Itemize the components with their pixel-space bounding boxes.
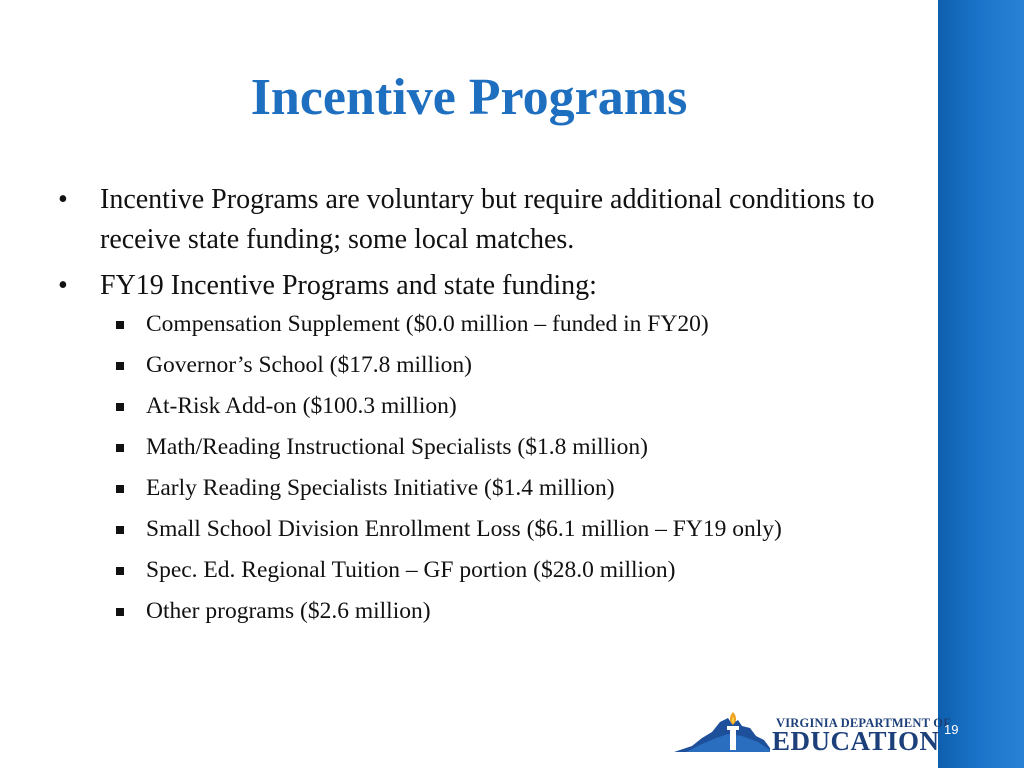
subbullet-item xyxy=(104,308,878,341)
bullet-list xyxy=(58,180,878,636)
bullet-marker: • xyxy=(58,184,68,215)
bullet-marker: • xyxy=(58,270,68,301)
logo-text-top: VIRGINIA DEPARTMENT OF xyxy=(776,716,952,730)
subbullet-text: Compensation Supplement ($0.0 million – funded in FY20) xyxy=(146,311,709,337)
subbullet-text: Spec. Ed. Regional Tuition – GF portion ($28.0 million) xyxy=(146,557,676,583)
subbullet-item xyxy=(104,513,878,546)
subbullet-item xyxy=(104,390,878,423)
subbullet-text: Early Reading Specialists Initiative ($1.4 million) xyxy=(146,475,615,501)
square-bullet-icon xyxy=(116,608,124,616)
page-number: 19 xyxy=(944,722,959,737)
subbullet-item xyxy=(104,472,878,505)
square-bullet-icon xyxy=(116,485,124,493)
subbullet-item xyxy=(104,349,878,382)
subbullet-text: At-Risk Add-on ($100.3 million) xyxy=(146,393,457,419)
virginia-state-map-torch-icon xyxy=(672,708,772,756)
subbullet-list xyxy=(104,308,878,628)
side-accent-band xyxy=(938,0,1024,768)
subbullet-text: Governor’s School ($17.8 million) xyxy=(146,352,472,378)
subbullet-text: Small School Division Enrollment Loss ($6.1 million – FY19 only) xyxy=(146,516,782,542)
subbullet-item xyxy=(104,431,878,464)
square-bullet-icon xyxy=(116,321,124,329)
square-bullet-icon xyxy=(116,403,124,411)
bullet-text: Incentive Programs are voluntary but require additional conditions to receive state funding; some local matches. xyxy=(100,184,875,255)
subbullet-text: Other programs ($2.6 million) xyxy=(146,598,431,624)
square-bullet-icon xyxy=(116,526,124,534)
slide-title: Incentive Programs xyxy=(250,69,688,126)
logo-text-main: EDUCATION xyxy=(772,726,940,756)
subbullet-item xyxy=(104,595,878,628)
bullet-text: FY19 Incentive Programs and state funding: xyxy=(100,270,597,301)
square-bullet-icon xyxy=(116,444,124,452)
subbullet-item xyxy=(104,554,878,587)
bullet-item-1 xyxy=(58,180,878,260)
subbullet-text: Math/Reading Instructional Specialists ($1.8 million) xyxy=(146,434,648,460)
square-bullet-icon xyxy=(116,362,124,370)
bullet-item-2 xyxy=(58,266,878,628)
square-bullet-icon xyxy=(116,567,124,575)
